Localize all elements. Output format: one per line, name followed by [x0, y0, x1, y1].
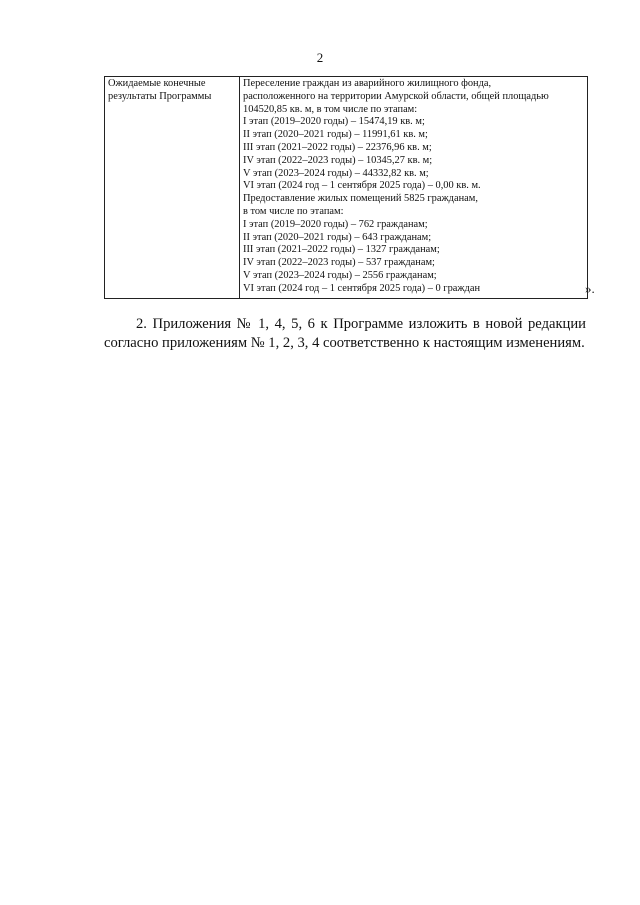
expected-results-table: [104, 76, 588, 299]
value-line: в том числе по этапам:: [243, 205, 344, 217]
value-line: VI этап (2024 год – 1 сентября 2025 года) – 0,00 кв. м.: [243, 180, 481, 192]
value-line: II этап (2020–2021 годы) – 643 гражданам;: [243, 231, 432, 243]
value-line: V этап (2023–2024 годы) – 44332,82 кв. м;: [243, 167, 429, 179]
value-line: расположенного на территории Амурской области, общей площадью: [243, 90, 549, 102]
closing-quote: ».: [585, 281, 595, 296]
value-line: IV этап (2022–2023 годы) – 10345,27 кв. м;: [243, 154, 433, 166]
table-row: [105, 77, 588, 299]
value-line: Переселение граждан из аварийного жилищного фонда,: [243, 78, 492, 89]
value-line: IV этап (2022–2023 годы) – 537 гражданам;: [243, 257, 435, 269]
value-line: 104520,85 кв. м, в том числе по этапам:: [243, 103, 418, 115]
results-label-cell: Ожидаемые конечные результаты Программы: [105, 77, 240, 299]
value-line: I этап (2019–2020 годы) – 15474,19 кв. м;: [243, 116, 425, 128]
value-line: V этап (2023–2024 годы) – 2556 гражданам;: [243, 269, 437, 281]
value-line: III этап (2021–2022 годы) – 1327 гражданам;: [243, 244, 440, 256]
value-line: Предоставление жилых помещений 5825 гражданам,: [243, 193, 478, 205]
page-number: 2: [316, 50, 324, 65]
value-line: I этап (2019–2020 годы) – 762 гражданам;: [243, 218, 428, 230]
value-line: III этап (2021–2022 годы) – 22376,96 кв. м;: [243, 141, 432, 153]
value-line: VI этап (2024 год – 1 сентября 2025 года) – 0 граждан: [243, 282, 481, 294]
value-line: II этап (2020–2021 годы) – 11991,61 кв. м;: [243, 129, 428, 141]
amendment-paragraph: 2. Приложения № 1, 4, 5, 6 к Программе изложить в новой редакции согласно приложениям № 1, 2, 3, 4 соответственно к настоящим изменениям.: [104, 316, 586, 351]
results-value-cell: [240, 77, 588, 299]
